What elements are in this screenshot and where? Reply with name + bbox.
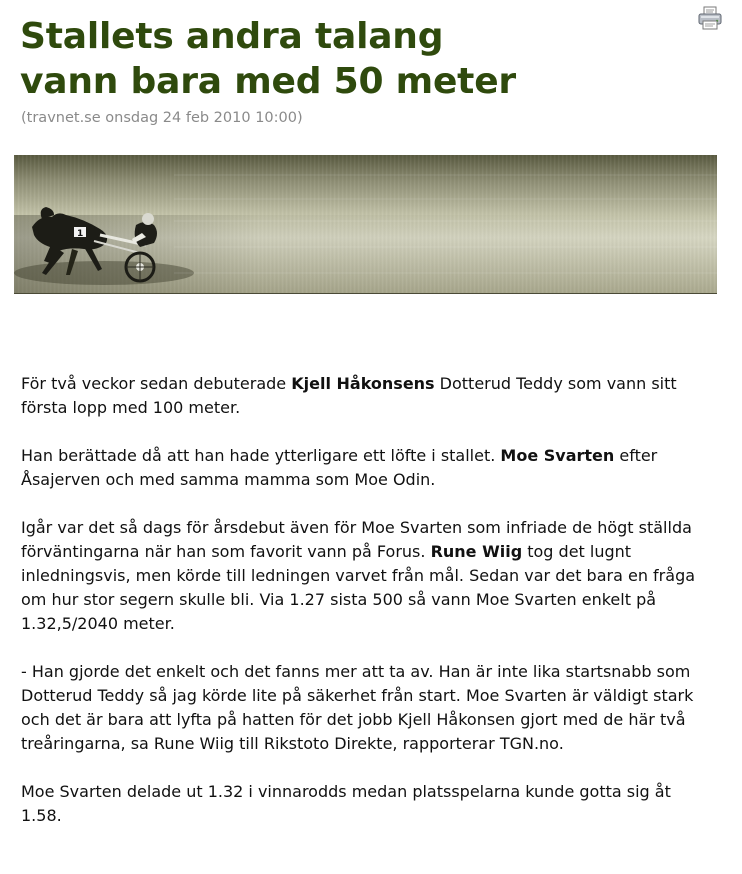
svg-text:1: 1 (77, 229, 84, 239)
article-title (20, 14, 620, 104)
article-body (21, 372, 701, 852)
paragraph-1 (21, 372, 701, 420)
article-byline: (travnet.se onsdag 24 feb 2010 10:00) (21, 110, 303, 126)
paragraph-5-text: Moe Svarten delade ut 1.32 i vinnarodds medan platsspelarna kunde gotta sig åt 1.58. (21, 782, 671, 825)
paragraph-1-text-b: Dotterud Teddy som vann sitt första lopp med 100 meter. (21, 374, 677, 417)
paragraph-4 (21, 660, 701, 756)
paragraph-3 (21, 516, 701, 636)
paragraph-4-text: - Han gjorde det enkelt och det fanns mer att ta av. Han är inte lika startsnabb som Dotterud Teddy så jag körde lite på säkerhet från start. Moe Svarten är väldigt stark och det är bara att lyfta på hatten för det jobb Kjell Håkonsen gjort med de här två treåringarna, sa Rune Wiig till Rikstoto Direkte, rapporterar TGN.no. (21, 662, 694, 753)
harness-racing-banner (14, 155, 717, 294)
paragraph-3-text-b: tog det lugnt inledningsvis, men körde till ledningen varvet från mål. Sedan var det bara en fråga om hur stor segern skulle bli. Via 1.27 sista 500 så vann Moe Svarten enkelt på 1.32,5/2040 meter. (21, 542, 696, 633)
paragraph-1-name-bold: Kjell Håkonsens (291, 374, 435, 393)
article-title-line-1: Stallets andra talang (20, 16, 444, 57)
paragraph-2-text-b: efter Åsajerven och med samma mamma som Moe Odin. (21, 446, 658, 489)
paragraph-3-name-bold: Rune Wiig (430, 542, 523, 561)
paragraph-2-name-bold: Moe Svarten (500, 446, 615, 465)
paragraph-5 (21, 780, 701, 828)
paragraph-3-text-a: Igår var det så dags för årsdebut även för Moe Svarten som infriade de högt ställda förväntingarna när han som favorit vann på Forus. (21, 518, 692, 561)
paragraph-1-text-a: För två veckor sedan debuterade (21, 374, 292, 393)
paragraph-2-text-a: Han berättade då att han hade ytterligare ett löfte i stallet. (21, 446, 501, 465)
printer-icon[interactable] (697, 6, 723, 30)
article-title-line-2: vann bara med 50 meter (20, 61, 516, 102)
paragraph-2 (21, 444, 701, 492)
